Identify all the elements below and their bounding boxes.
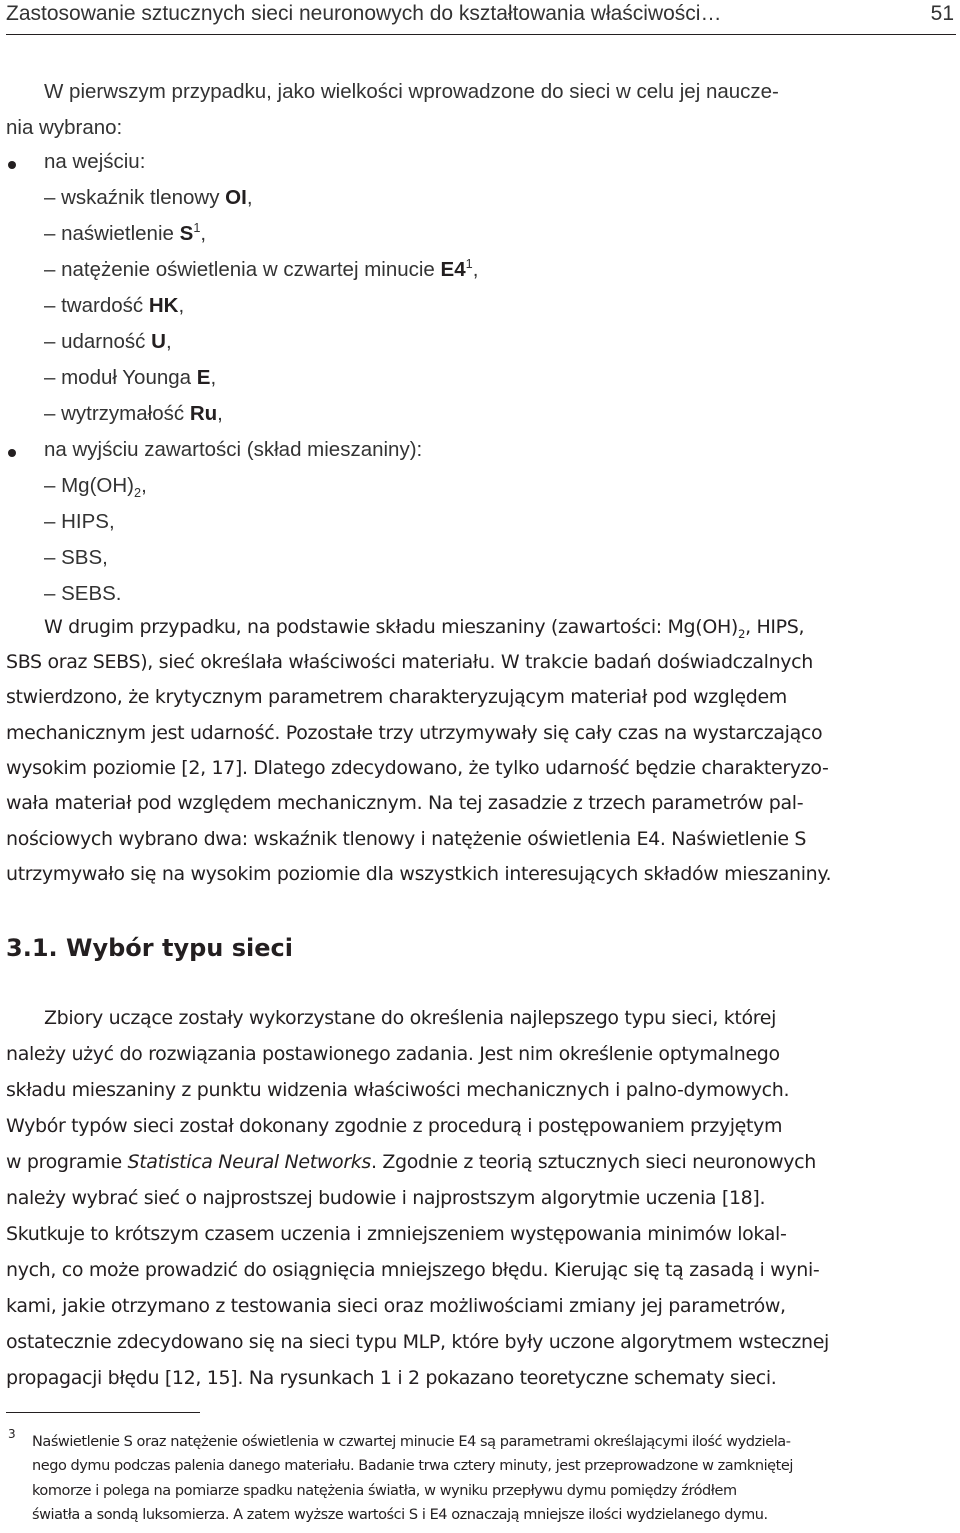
output-item: – SEBS. [44,582,122,605]
paragraph-line: Wybór typów sieci został dokonany zgodnie z procedurą i postępowaniem przyjętym [6,1115,783,1137]
paragraph-line: wysokim poziomie [2, 17]. Dlatego zdecydowano, że tylko udarność będzie charakteryzo- [6,757,829,779]
output-item: – SBS, [44,546,108,569]
paragraph-line: ostatecznie zdecydowano się na sieci typu MLP, które były uczone algorytmem wstecznej [6,1331,829,1353]
input-item: – wskaźnik tlenowy OI, [44,186,253,209]
footnote-rule [6,1412,200,1413]
paragraph-line: propagacji błędu [12, 15]. Na rysunkach 1 i 2 pokazano teoretyczne schematy sieci. [6,1367,777,1389]
section-heading [6,934,293,962]
output-item: – HIPS, [44,510,115,533]
footnote-line: nego dymu podczas palenia danego materiału. Badanie trwa cztery minuty, jest przeprowadzone w zamkniętej [32,1458,793,1475]
footnote-line: Naświetlenie S oraz natężenie oświetlenia w czwartej minucie E4 są parametrami określającymi ilość wydziela- [32,1434,791,1450]
intro-line-2: nia wybrano: [6,116,123,139]
running-title: Zastosowanie sztucznych sieci neuronowych do kształtowania właściwości… [6,2,722,25]
paragraph-line: mechanicznym jest udarność. Pozostałe trzy utrzymywały się cały czas na wystarczająco [6,722,823,744]
running-header [6,0,956,35]
paragraph-line: nych, co może prowadzić do osiągnięcia mniejszego błędu. Kierując się tą zasadą i wyni- [6,1259,820,1281]
paragraph-line: stwierdzono, że krytycznym parametrem charakteryzującym materiał pod względem [6,686,787,708]
input-item: – twardość HK, [44,294,185,317]
footnote [32,1430,956,1527]
paragraph-line: w programie Statistica Neural Networks. Zgodnie z teorią sztucznych sieci neuronowych [6,1151,816,1173]
intro-line-1: W pierwszym przypadku, jako wielkości wprowadzone do sieci w celu jej naucze- [44,80,779,103]
paragraph-line: należy wybrać sieć o najprostszej budowie i najprostszym algorytmie uczenia [18]. [6,1187,766,1209]
footnote-marker: 3 [8,1427,16,1441]
paragraph-line: SBS oraz SEBS), sieć określała właściwości materiału. W trakcie badań doświadczalnych [6,651,813,673]
paragraph-line: W drugim przypadku, na podstawie składu mieszaniny (zawartości: $Mg(OH)_2$, HIPS, [44,616,805,641]
paragraph-line: Zbiory uczące zostały wykorzystane do określenia najlepszego typu sieci, której [44,1007,777,1029]
software-name: Statistica Neural Networks [127,1151,371,1173]
footnote-line: światła a sondą luksomierza. A zatem wyższe wartości S i E4 oznaczają mniejsze ilości wydzielanego dymu. [32,1506,768,1523]
paragraph-line: utrzymywało się na wysokim poziomie dla wszystkich interesujących składów mieszaniny. [6,863,832,885]
section-title: Wybór typu sieci [66,934,293,962]
paragraph-line: kami, jakie otrzymano z testowania sieci oraz możliwościami zmiany jej parametrów, [6,1295,786,1317]
footnote-line: komorze i polega na pomiarze spadku natężenia światła, w wyniku przepływu dymu pomiędzy źródłem [32,1482,737,1499]
page-number: 51 [930,2,954,25]
output-item: – $Mg(OH)_2$, [44,474,147,501]
inputs-heading: na wejściu: [44,150,146,173]
outputs-heading: na wyjściu zawartości (skład mieszaniny): [44,438,423,461]
input-item: – naświetlenie $S^1$, [44,220,207,245]
paragraph-line: wała materiał pod względem mechanicznym. Na tej zasadzie z trzech parametrów pal- [6,792,804,814]
input-item: – moduł Younga E, [44,366,217,389]
bullet-icon [8,449,16,457]
bullet-icon [8,161,16,169]
paragraph-line: należy użyć do rozwiązania postawionego zadania. Jest nim określenie optymalnego [6,1043,780,1065]
input-item: – udarność U, [44,330,172,353]
input-item: – wytrzymałość Ru, [44,402,223,425]
paragraph-line: składu mieszaniny z punktu widzenia właściwości mechanicznych i palno-dymowych. [6,1079,790,1101]
paragraph-line: nościowych wybrano dwa: wskaźnik tlenowy i natężenie oświetlenia E4. Naświetlenie S [6,828,807,850]
input-item: – natężenie oświetlenia w czwartej minucie $E4^1$, [44,256,479,281]
section-number: 3.1. [6,934,58,962]
paragraph-line: Skutkuje to krótszym czasem uczenia i zmniejszeniem występowania minimów lokal- [6,1223,787,1245]
